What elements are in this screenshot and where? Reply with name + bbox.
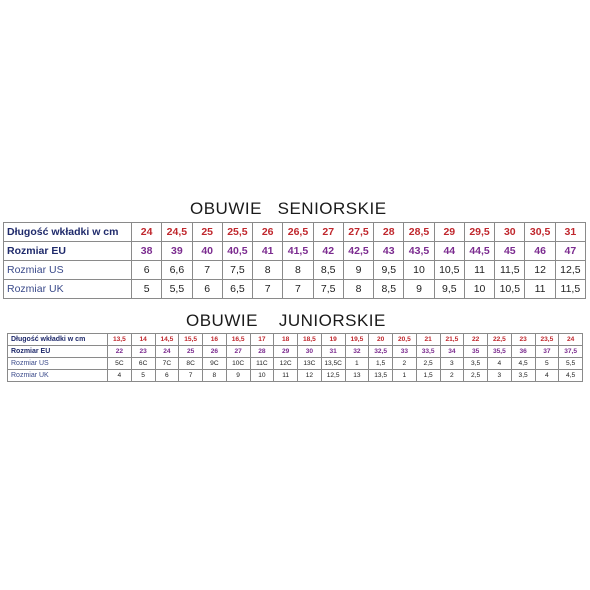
row-label: Rozmiar US: [4, 261, 132, 280]
senior-size-table: [3, 222, 586, 299]
size-cell: 35: [464, 346, 488, 358]
size-cell: 5: [535, 358, 559, 370]
size-cell: 5C: [108, 358, 132, 370]
size-cell: 14: [131, 334, 155, 346]
size-cell: 9,5: [434, 280, 464, 299]
size-cell: 15,5: [179, 334, 203, 346]
row-label: Długość wkładki w cm: [4, 223, 132, 242]
size-cell: 33: [393, 346, 417, 358]
size-cell: 27: [226, 346, 250, 358]
size-cell: 7: [283, 280, 313, 299]
size-cell: 37,5: [559, 346, 583, 358]
size-cell: 1: [345, 358, 369, 370]
size-cell: 32: [345, 346, 369, 358]
size-cell: 12: [298, 370, 322, 382]
size-cell: 9C: [203, 358, 227, 370]
size-cell: 30: [298, 346, 322, 358]
size-cell: 4,5: [511, 358, 535, 370]
size-cell: 9,5: [374, 261, 404, 280]
size-cell: 9: [226, 370, 250, 382]
size-cell: 47: [555, 242, 585, 261]
size-cell: 28: [250, 346, 274, 358]
size-cell: 37: [535, 346, 559, 358]
size-cell: 27: [313, 223, 343, 242]
size-cell: 7,5: [313, 280, 343, 299]
size-cell: 11: [525, 280, 555, 299]
size-cell: 6: [132, 261, 162, 280]
size-cell: 2: [393, 358, 417, 370]
size-cell: 26: [253, 223, 283, 242]
size-cell: 39: [162, 242, 192, 261]
size-cell: 28: [374, 223, 404, 242]
junior-size-table: [7, 333, 583, 382]
size-cell: 19,5: [345, 334, 369, 346]
size-cell: 12C: [274, 358, 298, 370]
junior-size-eu-row: [8, 346, 583, 358]
size-cell: 13C: [298, 358, 322, 370]
size-cell: 1,5: [416, 370, 440, 382]
size-cell: 1: [393, 370, 417, 382]
size-cell: 12: [525, 261, 555, 280]
size-cell: 7: [192, 261, 222, 280]
size-cell: 3: [488, 370, 512, 382]
size-cell: 12,5: [555, 261, 585, 280]
size-cell: 38: [132, 242, 162, 261]
size-cell: 24: [155, 346, 179, 358]
size-cell: 33,5: [416, 346, 440, 358]
size-cell: 25: [179, 346, 203, 358]
junior-size-uk-row: [8, 370, 583, 382]
size-cell: 18: [274, 334, 298, 346]
size-cell: 5: [132, 280, 162, 299]
row-label: Rozmiar EU: [4, 242, 132, 261]
size-cell: 2,5: [416, 358, 440, 370]
size-cell: 22,5: [488, 334, 512, 346]
row-label: Rozmiar UK: [8, 370, 108, 382]
size-cell: 40: [192, 242, 222, 261]
size-cell: 13,5: [369, 370, 393, 382]
size-cell: 11: [274, 370, 298, 382]
size-cell: 13,5C: [321, 358, 345, 370]
senior-title: OBUWIE SENIORSKIE: [190, 199, 387, 218]
size-cell: 3,5: [464, 358, 488, 370]
size-cell: 22: [108, 346, 132, 358]
row-label: Rozmiar EU: [8, 346, 108, 358]
size-cell: 45: [495, 242, 525, 261]
size-cell: 11,5: [555, 280, 585, 299]
size-cell: 34: [440, 346, 464, 358]
size-cell: 6: [155, 370, 179, 382]
size-cell: 11: [464, 261, 494, 280]
size-cell: 10: [250, 370, 274, 382]
size-cell: 8,5: [313, 261, 343, 280]
size-cell: 41: [253, 242, 283, 261]
senior-size-uk-row: [4, 280, 586, 299]
row-label: Rozmiar US: [8, 358, 108, 370]
size-cell: 43: [374, 242, 404, 261]
size-cell: 23,5: [535, 334, 559, 346]
size-cell: 9: [404, 280, 434, 299]
size-cell: 17: [250, 334, 274, 346]
size-cell: 10,5: [434, 261, 464, 280]
size-cell: 44: [434, 242, 464, 261]
row-label: Długość wkładki w cm: [8, 334, 108, 346]
size-cell: 6C: [131, 358, 155, 370]
junior-size-us-row: [8, 358, 583, 370]
size-cell: 19: [321, 334, 345, 346]
size-cell: 22: [464, 334, 488, 346]
size-cell: 14,5: [155, 334, 179, 346]
size-cell: 24,5: [162, 223, 192, 242]
size-cell: 21: [416, 334, 440, 346]
size-cell: 6,5: [222, 280, 252, 299]
size-cell: 23: [511, 334, 535, 346]
size-cell: 40,5: [222, 242, 252, 261]
size-cell: 31: [555, 223, 585, 242]
size-cell: 10: [464, 280, 494, 299]
size-cell: 26,5: [283, 223, 313, 242]
size-cell: 16,5: [226, 334, 250, 346]
size-cell: 31: [321, 346, 345, 358]
size-cell: 25: [192, 223, 222, 242]
size-cell: 35,5: [488, 346, 512, 358]
size-cell: 36: [511, 346, 535, 358]
size-cell: 11,5: [495, 261, 525, 280]
size-cell: 42: [313, 242, 343, 261]
size-cell: 23: [131, 346, 155, 358]
size-cell: 13: [345, 370, 369, 382]
senior-insole-length-row: [4, 223, 586, 242]
size-cell: 46: [525, 242, 555, 261]
size-cell: 7,5: [222, 261, 252, 280]
size-cell: 8: [283, 261, 313, 280]
size-cell: 42,5: [343, 242, 373, 261]
size-cell: 10: [404, 261, 434, 280]
size-cell: 10,5: [495, 280, 525, 299]
size-cell: 11C: [250, 358, 274, 370]
size-cell: 4,5: [559, 370, 583, 382]
size-cell: 1,5: [369, 358, 393, 370]
size-cell: 5: [131, 370, 155, 382]
size-cell: 7C: [155, 358, 179, 370]
size-cell: 2: [440, 370, 464, 382]
size-cell: 8: [253, 261, 283, 280]
size-cell: 6: [192, 280, 222, 299]
size-cell: 8: [343, 280, 373, 299]
senior-size-eu-row: [4, 242, 586, 261]
size-cell: 5,5: [162, 280, 192, 299]
size-cell: 28,5: [404, 223, 434, 242]
size-cell: 29: [274, 346, 298, 358]
size-cell: 32,5: [369, 346, 393, 358]
size-cell: 41,5: [283, 242, 313, 261]
size-cell: 6,6: [162, 261, 192, 280]
size-cell: 30,5: [525, 223, 555, 242]
row-label: Rozmiar UK: [4, 280, 132, 299]
size-cell: 8,5: [374, 280, 404, 299]
size-cell: 20,5: [393, 334, 417, 346]
size-cell: 20: [369, 334, 393, 346]
size-cell: 24: [132, 223, 162, 242]
size-cell: 43,5: [404, 242, 434, 261]
size-cell: 4: [488, 358, 512, 370]
size-cell: 3: [440, 358, 464, 370]
size-cell: 5,5: [559, 358, 583, 370]
size-cell: 12,5: [321, 370, 345, 382]
size-cell: 18,5: [298, 334, 322, 346]
size-cell: 10C: [226, 358, 250, 370]
junior-title: OBUWIE JUNIORSKIE: [186, 311, 386, 330]
size-cell: 30: [495, 223, 525, 242]
size-cell: 8: [203, 370, 227, 382]
size-cell: 29: [434, 223, 464, 242]
size-cell: 13,5: [108, 334, 132, 346]
size-cell: 3,5: [511, 370, 535, 382]
senior-size-us-row: [4, 261, 586, 280]
size-cell: 7: [253, 280, 283, 299]
size-cell: 44,5: [464, 242, 494, 261]
size-cell: 25,5: [222, 223, 252, 242]
size-cell: 29,5: [464, 223, 494, 242]
size-cell: 26: [203, 346, 227, 358]
size-cell: 8C: [179, 358, 203, 370]
size-cell: 21,5: [440, 334, 464, 346]
size-cell: 4: [108, 370, 132, 382]
size-cell: 16: [203, 334, 227, 346]
size-cell: 27,5: [343, 223, 373, 242]
size-cell: 7: [179, 370, 203, 382]
size-cell: 9: [343, 261, 373, 280]
junior-insole-length-row: [8, 334, 583, 346]
size-cell: 24: [559, 334, 583, 346]
size-cell: 2,5: [464, 370, 488, 382]
size-cell: 4: [535, 370, 559, 382]
